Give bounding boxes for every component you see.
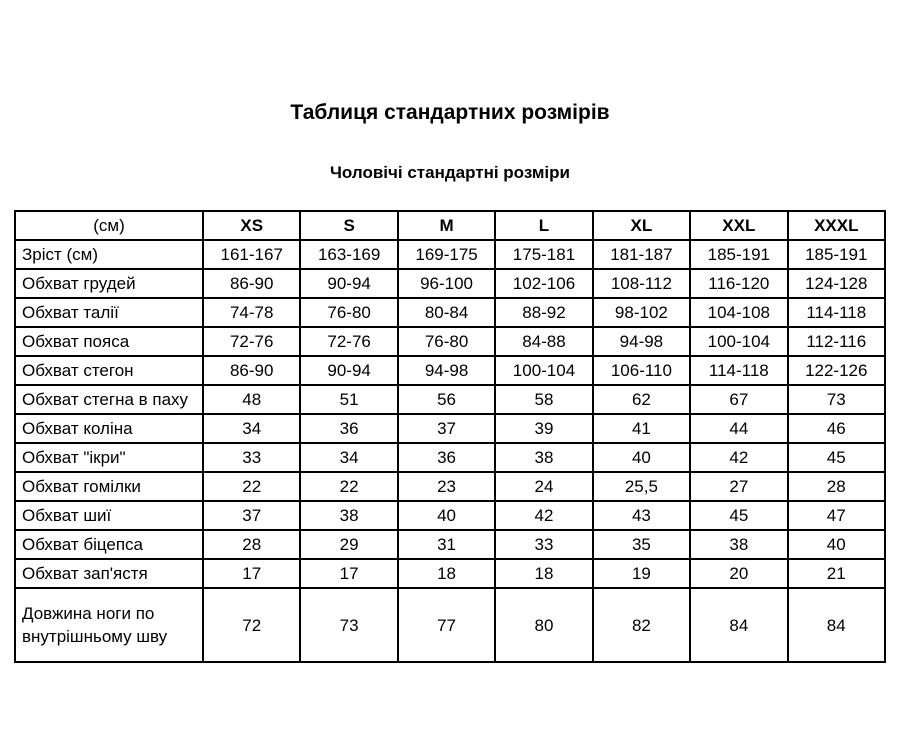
size-value-cell: 45	[788, 443, 885, 472]
table-row	[15, 240, 885, 269]
size-value-cell: 18	[398, 559, 495, 588]
size-column-header: XXL	[690, 211, 787, 240]
row-label: Обхват талії	[15, 298, 203, 327]
size-value-cell: 94-98	[398, 356, 495, 385]
size-value-cell: 98-102	[593, 298, 690, 327]
size-value-cell: 124-128	[788, 269, 885, 298]
table-row	[15, 530, 885, 559]
size-value-cell: 86-90	[203, 356, 300, 385]
row-label: Зріст (см)	[15, 240, 203, 269]
row-label: Обхват грудей	[15, 269, 203, 298]
header-row	[15, 211, 885, 240]
size-value-cell: 27	[690, 472, 787, 501]
table-body	[15, 240, 885, 662]
size-value-cell: 100-104	[495, 356, 592, 385]
size-value-cell: 37	[398, 414, 495, 443]
size-value-cell: 169-175	[398, 240, 495, 269]
size-value-cell: 185-191	[788, 240, 885, 269]
size-value-cell: 76-80	[398, 327, 495, 356]
size-value-cell: 35	[593, 530, 690, 559]
size-value-cell: 22	[203, 472, 300, 501]
size-value-cell: 96-100	[398, 269, 495, 298]
size-value-cell: 114-118	[690, 356, 787, 385]
size-value-cell: 36	[300, 414, 397, 443]
size-value-cell: 122-126	[788, 356, 885, 385]
row-label: Обхват пояса	[15, 327, 203, 356]
size-value-cell: 29	[300, 530, 397, 559]
size-value-cell: 31	[398, 530, 495, 559]
size-value-cell: 72	[203, 588, 300, 662]
size-value-cell: 102-106	[495, 269, 592, 298]
size-value-cell: 161-167	[203, 240, 300, 269]
size-column-header: L	[495, 211, 592, 240]
size-value-cell: 163-169	[300, 240, 397, 269]
size-value-cell: 88-92	[495, 298, 592, 327]
size-value-cell: 104-108	[690, 298, 787, 327]
size-value-cell: 73	[300, 588, 397, 662]
size-value-cell: 25,5	[593, 472, 690, 501]
size-value-cell: 43	[593, 501, 690, 530]
size-value-cell: 116-120	[690, 269, 787, 298]
size-value-cell: 45	[690, 501, 787, 530]
size-value-cell: 44	[690, 414, 787, 443]
size-value-cell: 38	[690, 530, 787, 559]
size-value-cell: 41	[593, 414, 690, 443]
row-label: Обхват гомілки	[15, 472, 203, 501]
size-value-cell: 28	[203, 530, 300, 559]
size-value-cell: 17	[300, 559, 397, 588]
size-value-cell: 51	[300, 385, 397, 414]
size-value-cell: 47	[788, 501, 885, 530]
size-value-cell: 108-112	[593, 269, 690, 298]
size-value-cell: 40	[398, 501, 495, 530]
size-column-header: M	[398, 211, 495, 240]
size-value-cell: 84-88	[495, 327, 592, 356]
size-value-cell: 22	[300, 472, 397, 501]
size-value-cell: 112-116	[788, 327, 885, 356]
size-value-cell: 77	[398, 588, 495, 662]
size-column-header: XL	[593, 211, 690, 240]
row-label: Обхват "ікри"	[15, 443, 203, 472]
table-row	[15, 298, 885, 327]
size-value-cell: 62	[593, 385, 690, 414]
size-value-cell: 38	[495, 443, 592, 472]
row-label: Обхват біцепса	[15, 530, 203, 559]
size-value-cell: 175-181	[495, 240, 592, 269]
size-value-cell: 72-76	[300, 327, 397, 356]
size-value-cell: 39	[495, 414, 592, 443]
size-value-cell: 20	[690, 559, 787, 588]
size-value-cell: 58	[495, 385, 592, 414]
size-value-cell: 18	[495, 559, 592, 588]
size-value-cell: 56	[398, 385, 495, 414]
size-value-cell: 90-94	[300, 269, 397, 298]
size-value-cell: 36	[398, 443, 495, 472]
size-column-header: S	[300, 211, 397, 240]
row-label: Обхват зап'ястя	[15, 559, 203, 588]
size-value-cell: 86-90	[203, 269, 300, 298]
size-value-cell: 23	[398, 472, 495, 501]
table-row	[15, 327, 885, 356]
size-value-cell: 21	[788, 559, 885, 588]
table-row	[15, 559, 885, 588]
size-value-cell: 106-110	[593, 356, 690, 385]
row-label: Обхват шиї	[15, 501, 203, 530]
table-row	[15, 385, 885, 414]
size-value-cell: 84	[690, 588, 787, 662]
size-value-cell: 38	[300, 501, 397, 530]
size-value-cell: 72-76	[203, 327, 300, 356]
size-value-cell: 76-80	[300, 298, 397, 327]
size-column-header: XXXL	[788, 211, 885, 240]
table-row	[15, 588, 885, 662]
size-value-cell: 40	[788, 530, 885, 559]
size-table	[14, 210, 886, 663]
size-value-cell: 94-98	[593, 327, 690, 356]
size-value-cell: 90-94	[300, 356, 397, 385]
size-value-cell: 24	[495, 472, 592, 501]
size-value-cell: 28	[788, 472, 885, 501]
table-row	[15, 414, 885, 443]
size-value-cell: 42	[690, 443, 787, 472]
size-value-cell: 185-191	[690, 240, 787, 269]
size-value-cell: 67	[690, 385, 787, 414]
size-value-cell: 48	[203, 385, 300, 414]
size-value-cell: 34	[300, 443, 397, 472]
row-label: Обхват стегон	[15, 356, 203, 385]
size-value-cell: 80-84	[398, 298, 495, 327]
size-value-cell: 40	[593, 443, 690, 472]
table-row	[15, 356, 885, 385]
table-row	[15, 472, 885, 501]
size-value-cell: 73	[788, 385, 885, 414]
table-row	[15, 443, 885, 472]
size-value-cell: 33	[495, 530, 592, 559]
page-title: Таблиця стандартних розмірів	[290, 101, 610, 124]
size-value-cell: 80	[495, 588, 592, 662]
size-value-cell: 84	[788, 588, 885, 662]
table-header	[15, 211, 885, 240]
size-value-cell: 33	[203, 443, 300, 472]
size-value-cell: 46	[788, 414, 885, 443]
size-value-cell: 17	[203, 559, 300, 588]
page-subtitle: Чоловічі стандартні розміри	[329, 163, 570, 182]
size-value-cell: 114-118	[788, 298, 885, 327]
table-row	[15, 269, 885, 298]
size-value-cell: 74-78	[203, 298, 300, 327]
size-value-cell: 100-104	[690, 327, 787, 356]
size-value-cell: 34	[203, 414, 300, 443]
size-column-header: XS	[203, 211, 300, 240]
size-value-cell: 82	[593, 588, 690, 662]
size-value-cell: 181-187	[593, 240, 690, 269]
row-label: Обхват стегна в паху	[15, 385, 203, 414]
table-row	[15, 501, 885, 530]
row-label: Довжина ноги по внутрішньому шву	[15, 588, 203, 662]
size-value-cell: 19	[593, 559, 690, 588]
size-value-cell: 37	[203, 501, 300, 530]
unit-column-header: (см)	[15, 211, 203, 240]
size-value-cell: 42	[495, 501, 592, 530]
row-label: Обхват коліна	[15, 414, 203, 443]
